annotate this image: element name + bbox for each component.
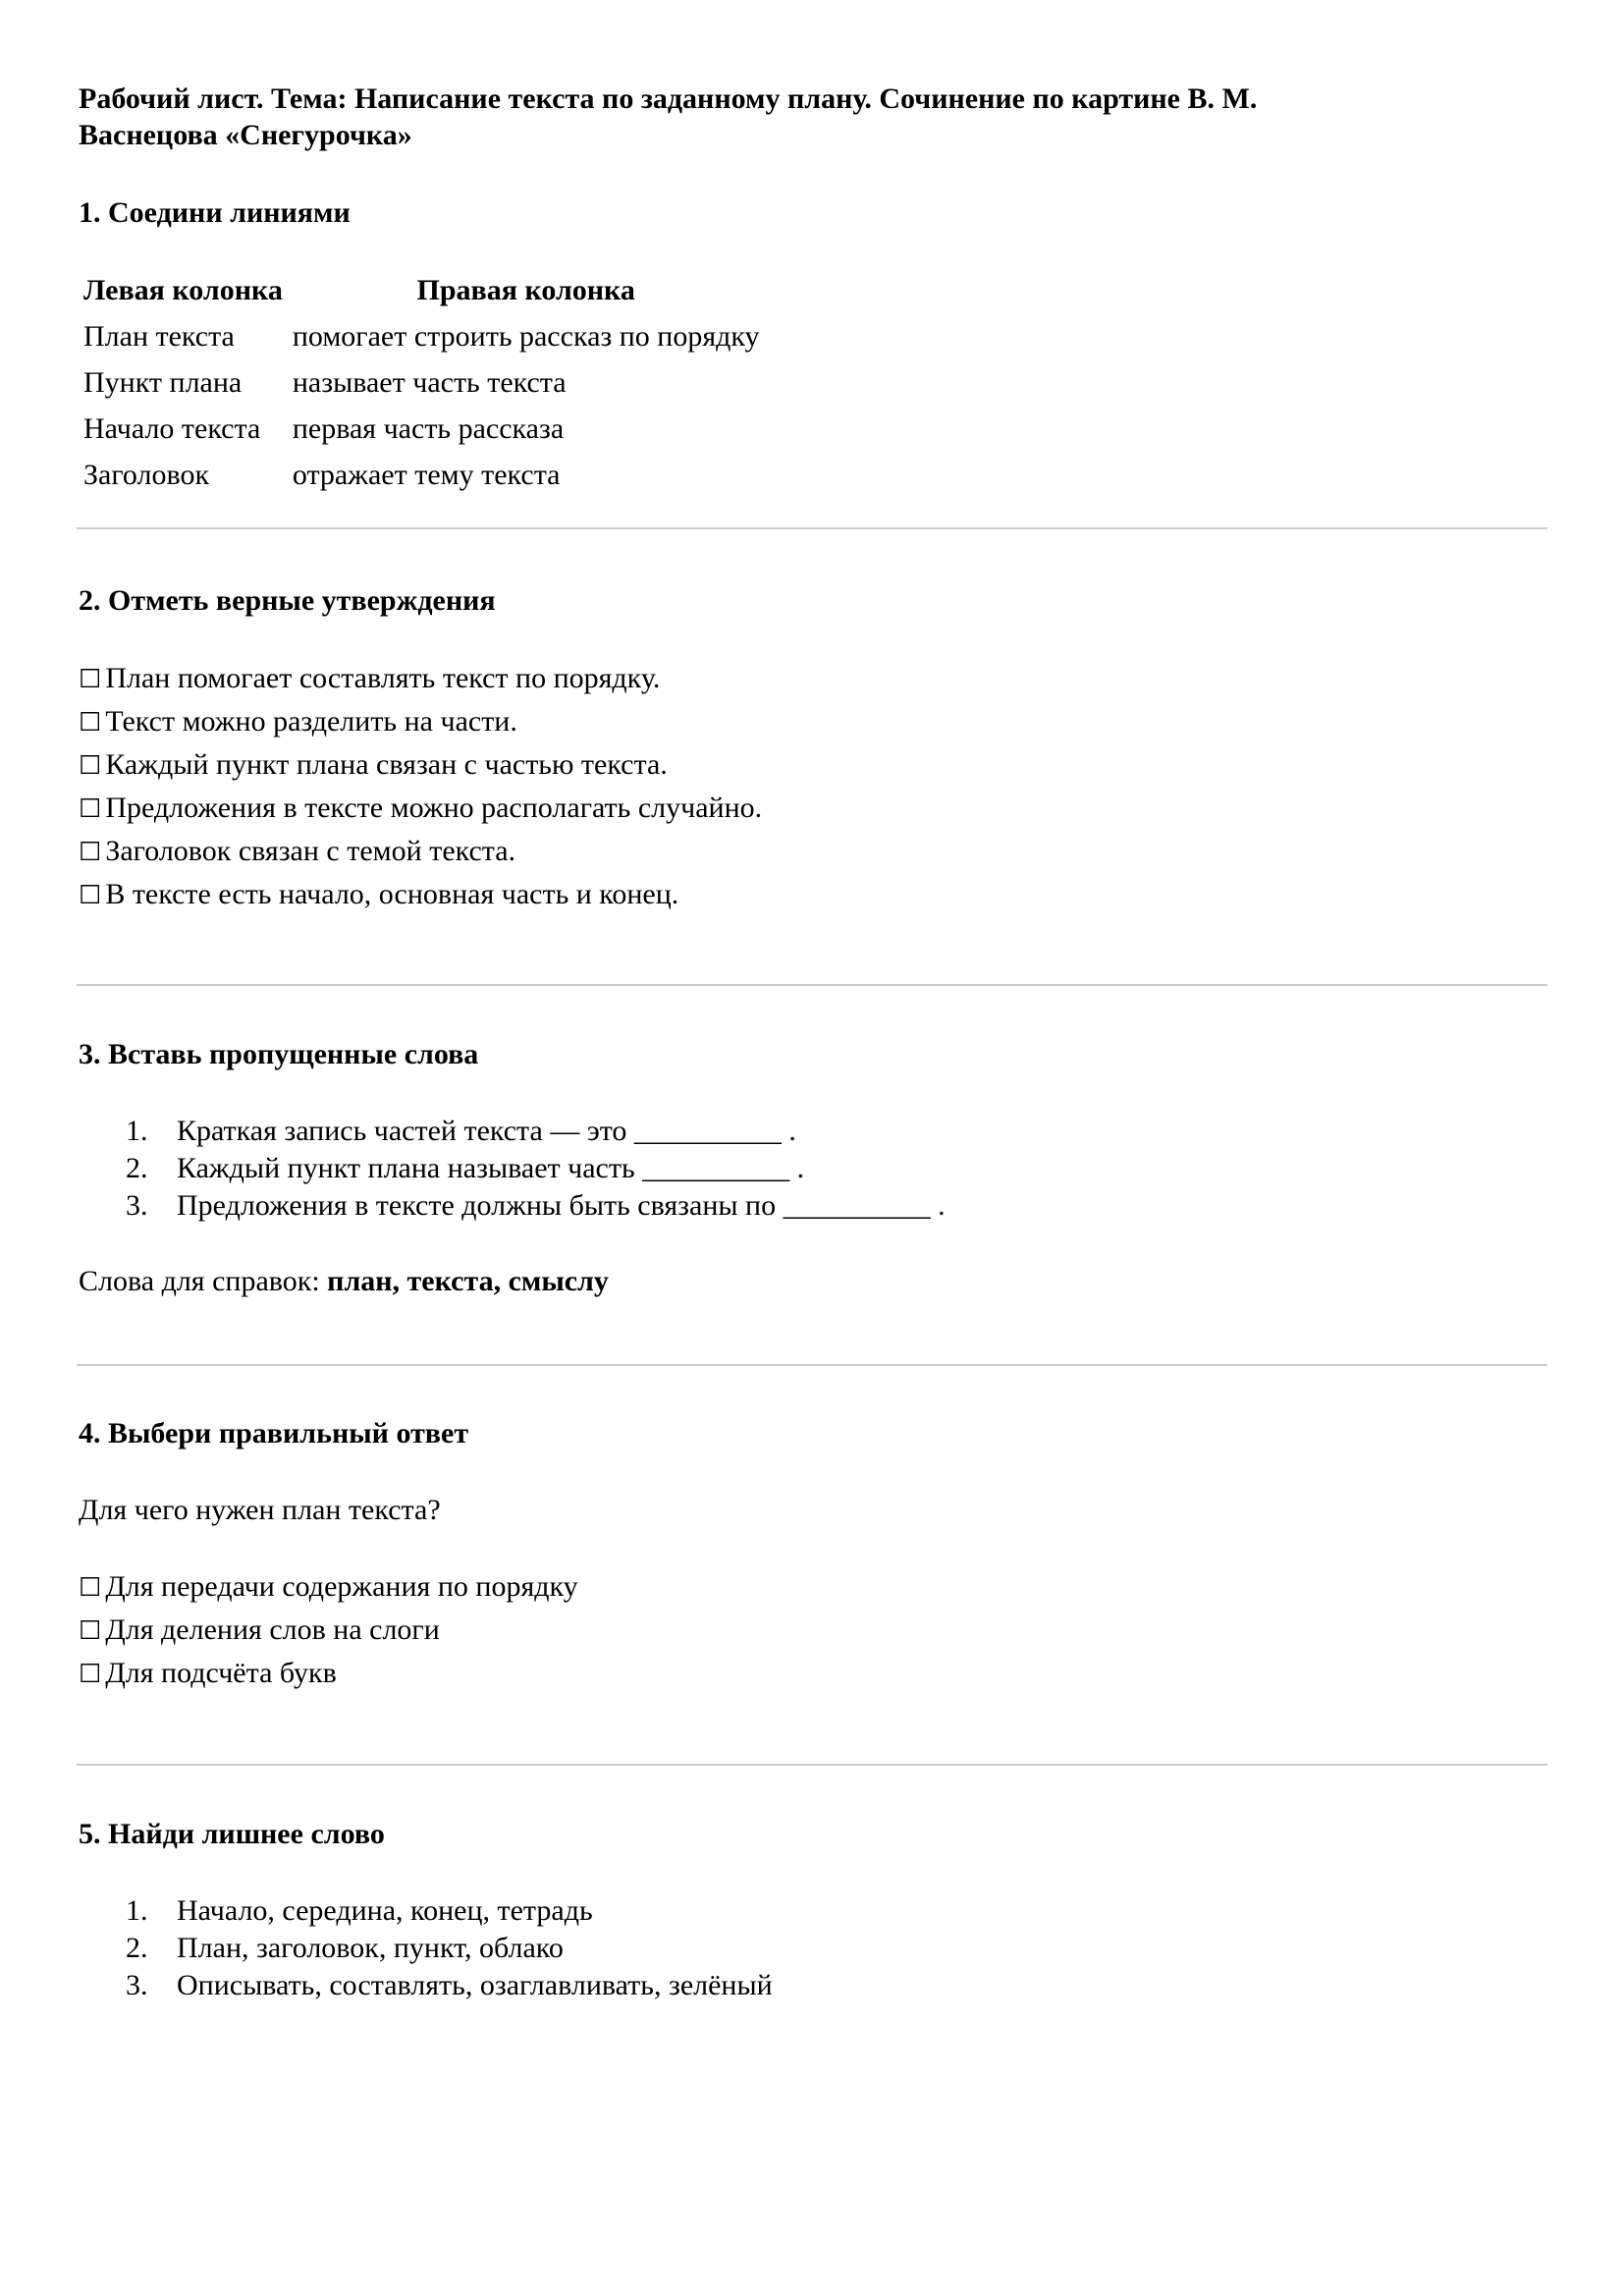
left-cell: План текста: [83, 320, 235, 353]
section-divider: [77, 984, 1547, 986]
checkbox-icon[interactable]: ☐: [79, 1573, 102, 1602]
checkbox-icon[interactable]: ☐: [79, 708, 102, 737]
left-cell: Пункт плана: [83, 366, 243, 399]
option-text: Для передачи содержания по порядку: [105, 1570, 578, 1603]
section2-heading: 2. Отметь верные утверждения: [79, 584, 496, 617]
section-divider: [77, 1764, 1547, 1766]
checkbox-icon[interactable]: ☐: [79, 794, 102, 823]
right-cell: называет часть текста: [292, 366, 567, 399]
matching-table: [79, 271, 765, 502]
section4-heading: 4. Выбери правильный ответ: [79, 1417, 469, 1449]
checkbox-icon[interactable]: ☐: [79, 1660, 102, 1688]
right-cell: помогает строить рассказ по порядку: [292, 320, 760, 353]
title-line-2: Васнецова «Снегурочка»: [79, 119, 412, 151]
checkbox-icon[interactable]: ☐: [79, 665, 102, 693]
question-text: Для чего нужен план текста?: [79, 1494, 441, 1526]
statement-text: Предложения в тексте можно располагать случайно.: [105, 792, 763, 824]
section-divider: [77, 527, 1547, 529]
checkbox-icon[interactable]: ☐: [79, 838, 102, 866]
column-header-left: Левая колонка: [83, 274, 283, 306]
statement-item: [79, 787, 762, 830]
section5-heading: 5. Найди лишнее слово: [79, 1818, 385, 1850]
true-statements-list: [79, 657, 762, 916]
hint-words: план, текста, смыслу: [327, 1265, 609, 1297]
checkbox-icon[interactable]: ☐: [79, 751, 102, 780]
checkbox-icon[interactable]: ☐: [79, 1616, 102, 1645]
matching-table-header: [79, 271, 765, 317]
answer-options-list: [79, 1565, 578, 1695]
statement-item: [79, 657, 762, 700]
option-text: Для подсчёта букв: [105, 1657, 337, 1689]
table-row: [79, 363, 765, 410]
item-text: Описывать, составлять, озаглавливать, зелёный: [177, 1969, 773, 2001]
left-cell: Начало текста: [83, 412, 261, 445]
right-cell: первая часть рассказа: [292, 412, 565, 445]
table-row: [79, 317, 765, 363]
item-number: 1.: [126, 1115, 148, 1147]
right-cell: отражает тему текста: [292, 459, 561, 491]
statement-item: [79, 873, 762, 916]
checkbox-icon[interactable]: ☐: [79, 881, 102, 909]
item-text: Каждый пункт плана называет часть __________ .: [177, 1152, 805, 1184]
title-line-1: Рабочий лист. Тема: Написание текста по заданному плану. Сочинение по картине В. М.: [79, 82, 1258, 115]
item-number: 3.: [126, 1189, 148, 1222]
table-row: [79, 456, 765, 502]
answer-option: [79, 1565, 578, 1609]
item-text: Начало, середина, конец, тетрадь: [177, 1894, 593, 1927]
statement-text: В тексте есть начало, основная часть и конец.: [105, 878, 679, 910]
hint-label: Слова для справок:: [79, 1265, 328, 1297]
statement-text: План помогает составлять текст по порядку.: [105, 662, 661, 694]
section1-heading: 1. Соедини линиями: [79, 196, 351, 229]
item-number: 1.: [126, 1894, 148, 1927]
item-text: Краткая запись частей текста — это __________ .: [177, 1115, 796, 1147]
section-divider: [77, 1364, 1547, 1366]
item-number: 2.: [126, 1932, 148, 1964]
statement-item: [79, 830, 762, 873]
item-number: 3.: [126, 1969, 148, 2001]
statement-text: Заголовок связан с темой текста.: [105, 835, 516, 867]
item-text: Предложения в тексте должны быть связаны по __________ .: [177, 1189, 946, 1222]
statement-item: [79, 743, 762, 787]
section3-heading: 3. Вставь пропущенные слова: [79, 1038, 479, 1070]
answer-option: [79, 1609, 578, 1652]
item-text: План, заголовок, пункт, облако: [177, 1932, 564, 1964]
statement-text: Текст можно разделить на части.: [105, 705, 517, 738]
option-text: Для деления слов на слоги: [105, 1613, 440, 1646]
statement-text: Каждый пункт плана связан с частью текста.: [105, 748, 668, 781]
table-row: [79, 410, 765, 456]
statement-item: [79, 700, 762, 743]
left-cell: Заголовок: [83, 459, 210, 491]
hint-words-line: [79, 1264, 609, 1299]
answer-option: [79, 1652, 578, 1695]
item-number: 2.: [126, 1152, 148, 1184]
worksheet-title: [79, 81, 1551, 153]
column-header-right: Правая колонка: [416, 274, 635, 306]
